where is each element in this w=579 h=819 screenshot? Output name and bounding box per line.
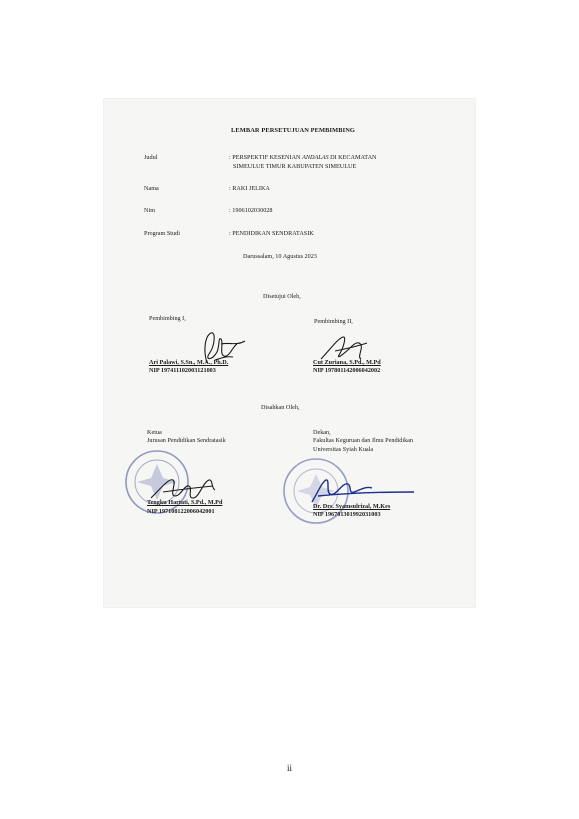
field-value-judul-line2: SIMEULUE TIMUR KABUPATEN SIMEULUE [233, 163, 357, 170]
dean-role-line3: Universitas Syiah Kuala [313, 446, 374, 453]
page-number: ii [286, 763, 292, 773]
field-label-nim: Nim [144, 207, 156, 214]
field-value-program-studi: : PENDIDIKAN SENDRATASIK [229, 230, 314, 237]
advisor2-name: Cut Zuriana, S.Pd., M.Pd [313, 359, 381, 366]
dean-nip: NIP 196701301992031003 [313, 511, 381, 518]
field-label-nama: Nama [144, 185, 159, 192]
document-title: LEMBAR PERSETUJUAN PEMBIMBING [231, 127, 355, 134]
place-date: Darussalam, 10 Agustus 2023 [243, 253, 317, 260]
field-value-judul: : PERSPEKTIF KESENIAN ANDALAS DI KECAMATAN [229, 154, 377, 161]
dean-role-line1: Dekan, [313, 429, 331, 436]
ratified-by-label: Disahkan Oleh, [261, 404, 300, 411]
approved-by-label: Disetujui Oleh, [263, 293, 301, 300]
field-label-program-studi: Program Studi [144, 230, 180, 237]
head-role-line1: Ketua [147, 429, 162, 436]
advisor1-nip: NIP 197411102003121003 [149, 367, 216, 374]
advisor2-nip: NIP 197801142006042002 [313, 367, 381, 374]
dean-role-line2: Fakultas Keguruan dan Ilmu Pendidikan [313, 437, 414, 444]
field-value-nim: : 1906102030028 [229, 207, 273, 214]
head-name: Tengku Hartati, S.Pd., M.Pd [147, 499, 223, 506]
advisor2-role: Pembimbing II, [314, 318, 353, 325]
scanned-approval-sheet [103, 98, 476, 608]
advisor1-name: Ari Palawi, S.Sn., M.A., Ph.D. [149, 359, 229, 366]
head-role-line2: Jurusan Pendidikan Sendratasik [147, 437, 226, 444]
field-value-nama: : RAKI JELIKA [229, 185, 270, 192]
advisor1-role: Pembimbing I, [149, 315, 186, 322]
dean-name: Dr. Drs. Syamsulrizal, M.Kes [313, 503, 391, 510]
field-label-judul: Judul [144, 154, 158, 161]
head-nip: NIP 197108122006042001 [147, 508, 215, 515]
